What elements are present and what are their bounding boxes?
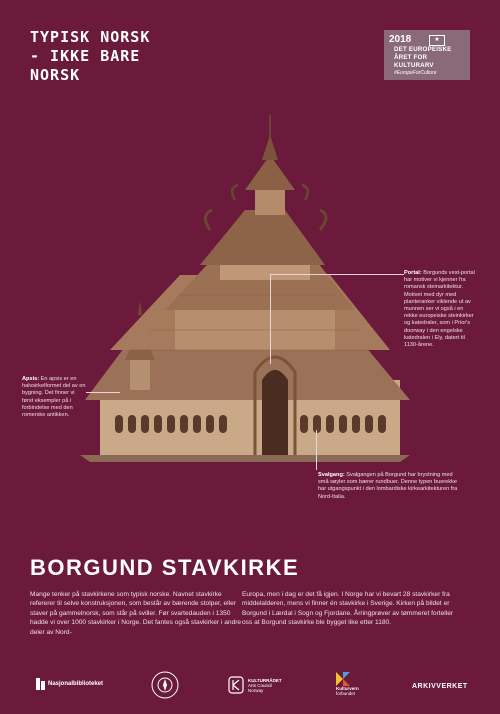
kulturradet-sub2: Norway (248, 687, 264, 693)
kulturvern-label-1: Kulturvern (336, 686, 359, 691)
annotation-portal (404, 270, 478, 349)
kulturradet-sub1: Arts Council (248, 682, 273, 688)
page-title: BORGUND STAVKIRKE (30, 555, 300, 580)
logo-kulturvernforbundet (336, 672, 359, 696)
riksantikvaren-seal-icon (150, 670, 180, 700)
slogan-line-1: TYPISK NORSK (30, 28, 151, 46)
logo-riksantikvaren (150, 670, 180, 700)
annotation-portal-label: Portal: (404, 270, 422, 276)
logo-kulturradet (228, 676, 282, 694)
body-text-left: Mange tenker på stavkirkene som typisk norske. Navnet stavkirke refererer til selve konstruksjonen, som består av bærende stolper, eller staver på gammelnorsk, som står på sviller. Før svartedauden i 1350 hadde vi over 1000 stavkirker i Norge. Det fantes også stavkirker i andre deler av Nord- (30, 591, 242, 636)
svalgang-leader-line (316, 430, 317, 470)
eu-flag-icon: ★ (429, 35, 445, 46)
nasjonalbiblioteket-label: Nasjonalbiblioteket (48, 681, 104, 687)
annotation-apsis-label: Apsis: (22, 376, 40, 382)
portal-leader-line (270, 274, 404, 275)
nasjonalbiblioteket-icon (36, 678, 45, 690)
apsis-leader-line (86, 392, 120, 393)
kulturradet-icon (228, 676, 244, 694)
slogan-line-3: NORSK (30, 66, 81, 84)
annotation-apsis (22, 376, 86, 419)
annotation-svalgang (318, 472, 463, 501)
portal-leader-drop (270, 274, 271, 364)
stave-church-illustration (70, 110, 420, 470)
badge-year: 2018 (389, 34, 412, 45)
badge-line-1: DET EUROPEISKE (394, 46, 452, 53)
annotation-apsis-text: En apsis er en halvsirkelformet del av en bygning. Det finner vi først eksempler på i forbindelse med den romerske antikken. (22, 376, 86, 419)
kulturvernforbundet-icon (336, 672, 350, 686)
heritage-year-badge (384, 30, 470, 80)
slogan-line-2: - IKKE BARE (30, 47, 141, 65)
logo-nasjonalbiblioteket (36, 678, 103, 690)
annotation-svalgang-text: Svalgangen på Borgund har brystning med små søyler som bærer rundbuer. Denne typen buerekke har utgangspunkt i den lombardiske kirkearkitekturen fra Nord-Italia. (318, 472, 458, 500)
kulturradet-title: KULTURRÅDET (248, 677, 282, 683)
annotation-svalgang-label: Svalgang: (318, 472, 345, 478)
slogan (30, 28, 150, 85)
badge-line-3: KULTURARV (394, 62, 434, 69)
badge-hashtag: #EuropeForCulture (394, 70, 437, 76)
partner-logos (0, 670, 500, 710)
logo-arkivverket: ARKIVVERKET (412, 683, 468, 690)
body-text-right: Europa, men i dag er det få igjen. I Norge har vi bevart 28 stavkirker fra middelalderen, mens vi finner én stavkirke i Sverige. Kirken på bildet er Borgund i Lærdal i Sogn og Fjordane. Årringprøver av tømmeret forteller oss at Borgund stavkirke ble bygget like etter 1180. (242, 591, 454, 627)
badge-line-2: ÅRET FOR (394, 54, 428, 61)
kulturvern-label-2: forbundet (336, 691, 356, 696)
annotation-portal-text: Borgunds vest-portal har motiver vi kjenner fra romansk steinarkitektur. Motivet med dyr med planteranker viklende ut av munnen ser vi også i en rekke europeiske steinkirker og katedraler, som i Prior's doorway i den engelske katedralen i Ely, datert til 1130-årene. (404, 270, 475, 349)
